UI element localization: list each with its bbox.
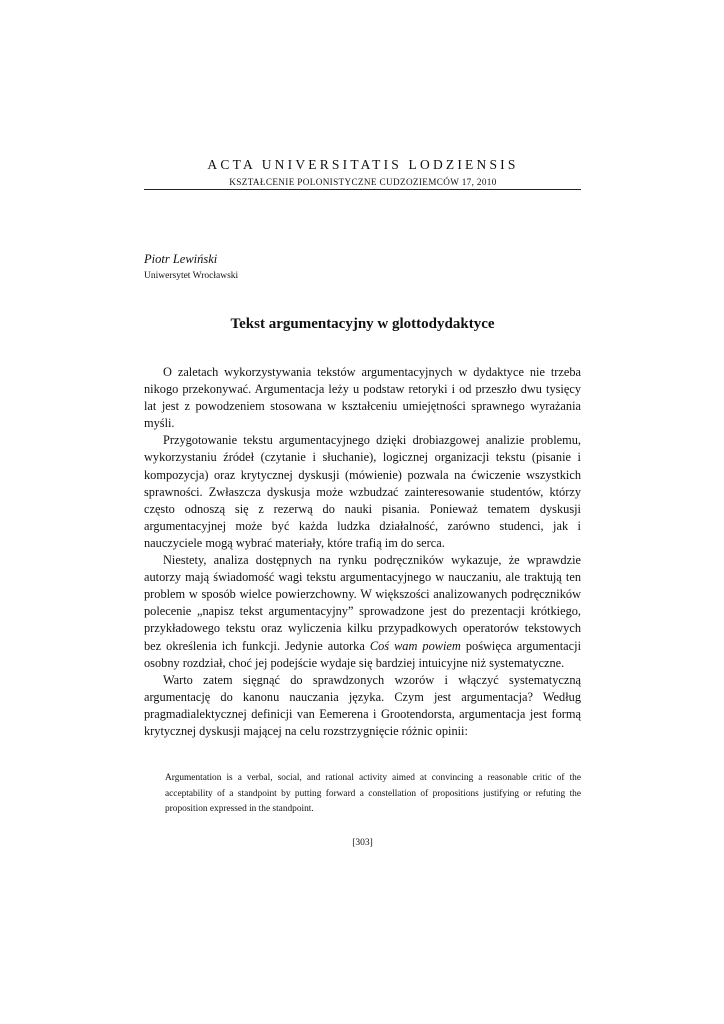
article-title: Tekst argumentacyjny w glottodydaktyce xyxy=(230,316,495,332)
paragraph-3 xyxy=(144,552,581,672)
paragraph-1: O zaletach wykorzystywania tekstów argumentacyjnych w dydaktyce nie trzeba nikogo przekonywać. Argumentacja leży u podstaw retoryki i od przeszło dwu tysięcy lat jest z powodzeniem stosowana w kształceniu umiejętności sprawnego wyrażania myśli. xyxy=(144,365,581,431)
article-body xyxy=(144,364,581,740)
page-number: [303] xyxy=(352,838,373,848)
journal-title: ACTA UNIVERSITATIS LODZIENSIS xyxy=(207,157,519,172)
paragraph-3-text-start: Niestety, analiza dostępnych na rynku podręczników wykazuje, że wprawdzie autorzy mają świadomość wagi tekstu argumentacyjnego w nauczaniu, ale traktują ten problem w sposób wielce powierzchowny. W większości analizowanych podręczników polecenie „napisz tekst argumentacyjny” sprowadzone jest do prezentacji krótkiego, przykładowego tekstu oraz wyliczenia kilku przypadkowych operatorów tekstowych bez określenia ich funkcji. Jedynie autorka xyxy=(144,553,581,653)
journal-series: KSZTAŁCENIE POLONISTYCZNE CUDZOZIEMCÓW 17, 2010 xyxy=(229,177,497,187)
author-affiliation: Uniwersytet Wrocławski xyxy=(144,271,239,281)
book-title: Coś wam powiem xyxy=(369,638,461,653)
quote-text: Argumentation is a verbal, social, and rational activity aimed at convincing a reasonable critic of the acceptability of a standpoint by putting forward a constellation of propositions justifying or refuting the proposition expressed in the standpoint. xyxy=(165,773,581,815)
paragraph-4: Warto zatem sięgnąć do sprawdzonych wzorów i włączyć systematyczną argumentację do kanonu nauczania języka. Czym jest argumentacja? Według pragmadialektycznej definicji van Eemerena i Grootendorsta, argumentacja jest formą krytycznej dyskusji mającej na celu rozstrzygnięcie różnic opinii: xyxy=(144,672,581,738)
header-divider xyxy=(144,189,581,190)
author-name: Piotr Lewiński xyxy=(144,252,218,266)
paragraph-2: Przygotowanie tekstu argumentacyjnego dzięki drobiazgowej analizie problemu, wykorzystaniu źródeł (czytanie i słuchanie), logicznej organizacji tekstu (pisanie i kompozycja) oraz krytycznej dyskusji (mówienie) pozwala na ćwiczenie wszystkich sprawności. Zwłaszcza dyskusja może wzbudzać zainteresowanie studentów, którzy często odnoszą się z rezerwą do nauki pisania. Ponieważ tematem dyskusji argumentacyjnej może być każda ludzka działalność, zarówno studenci, jak i nauczyciele mogą wybrać materiały, które trafią im do serca. xyxy=(144,433,581,550)
paragraph-3-text-end: poświęca argumentacji osobny rozdział, choć jej podejście wydaje się bardziej intuicyjne niż systematyczne. xyxy=(144,638,581,670)
block-quote xyxy=(165,771,581,818)
